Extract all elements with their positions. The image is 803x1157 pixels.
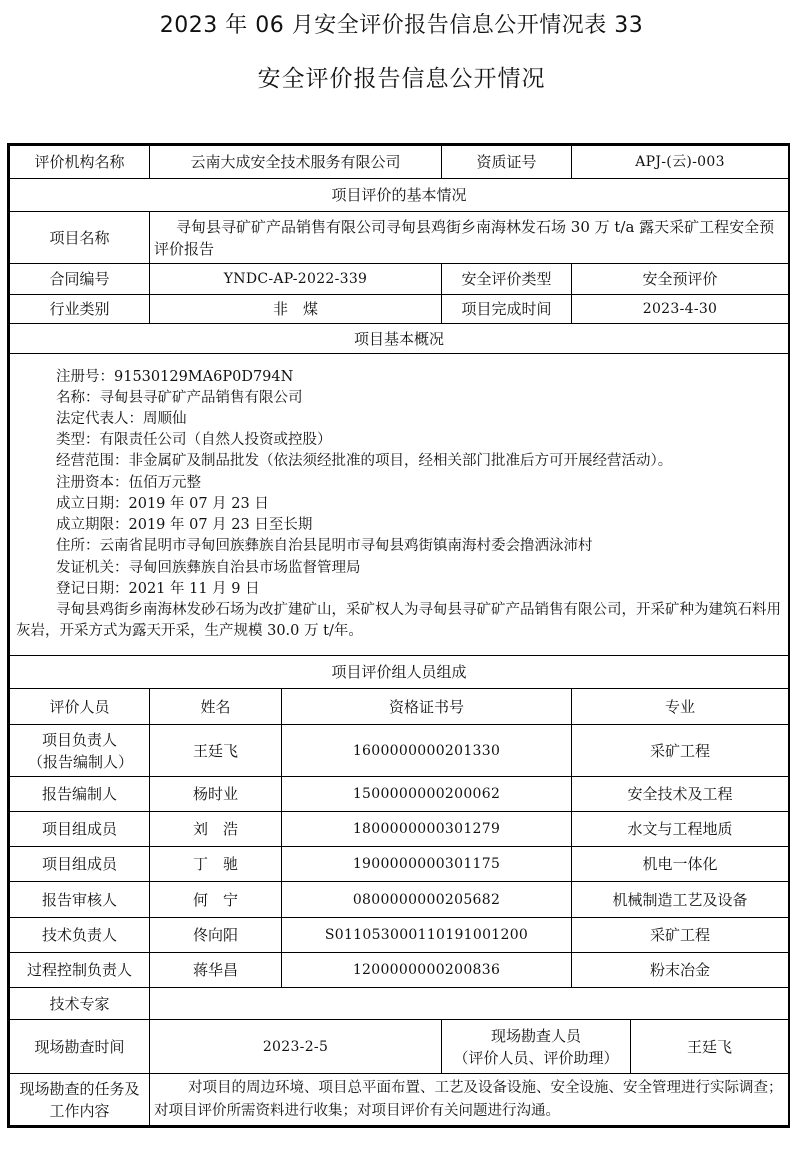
member-major: 水文与工程地质 — [572, 812, 789, 847]
team-header-role: 评价人员 — [10, 689, 150, 725]
table-row — [10, 847, 789, 882]
survey-staff-label-line: 现场勘查人员 — [491, 1026, 582, 1045]
member-name: 刘 浩 — [150, 812, 282, 847]
overview-line: 法定代表人：周顺仙 — [56, 411, 187, 428]
overview-line: 成立日期：2019 年 07 月 23 日 — [56, 495, 269, 512]
table-row — [10, 918, 789, 953]
member-cert: 1900000000301175 — [282, 847, 572, 882]
overview-line: 注册资本：伍佰万元整 — [56, 474, 201, 491]
overview-line: 登记日期：2021 年 11 月 9 日 — [56, 580, 260, 597]
overview-line: 注册号：91530129MA6P0D794N — [56, 368, 294, 385]
member-role: 项目负责人（报告编制人） — [10, 725, 150, 777]
member-cert: 1500000000200062 — [282, 777, 572, 812]
survey-task-label: 现场勘查的任务及工作内容 — [10, 1074, 150, 1126]
member-name: 佟向阳 — [150, 918, 282, 953]
expert-label: 技术专家 — [10, 988, 150, 1020]
overview-line: 住所：云南省昆明市寻甸回族彝族自治县昆明市寻甸县鸡街镇南海村委会撸洒泳沛村 — [56, 538, 593, 555]
survey-staff-label-line: （评价人员、评价助理） — [453, 1048, 619, 1067]
cert-label: 资质证号 — [442, 146, 572, 179]
table-row — [10, 725, 789, 777]
expert-row — [10, 988, 789, 1020]
overview-line: 类型：有限责任公司（自然人投资或控股） — [56, 432, 332, 449]
member-role: 过程控制负责人 — [10, 953, 150, 988]
member-major: 采矿工程 — [572, 918, 789, 953]
document-title: 2023 年 06 月安全评价报告信息公开情况表 33 — [159, 13, 644, 38]
table-row — [10, 777, 789, 812]
survey-staff-value: 王廷飞 — [631, 1020, 789, 1074]
document-subtitle: 安全评价报告信息公开情况 — [257, 66, 546, 92]
project-name-value: 寻甸县寻矿矿产品销售有限公司寻甸县鸡街乡南海林发石场 30 万 t/a 露天采矿工程安全预评价报告 — [150, 212, 789, 264]
member-name: 蒋华昌 — [150, 953, 282, 988]
completion-label: 项目完成时间 — [442, 295, 572, 324]
member-cert: 1200000000200836 — [282, 953, 572, 988]
cert-value: APJ-(云)-003 — [572, 146, 789, 179]
overview-line: 名称：寻甸县寻矿矿产品销售有限公司 — [56, 389, 303, 406]
member-major: 安全技术及工程 — [572, 777, 789, 812]
member-name: 杨时业 — [150, 777, 282, 812]
project-name-label: 项目名称 — [10, 212, 150, 264]
overview-section-title: 项目基本概况 — [10, 324, 789, 354]
industry-value: 非 煤 — [150, 295, 442, 324]
project-name-row — [10, 212, 789, 264]
member-major: 机电一体化 — [572, 847, 789, 882]
eval-type-value: 安全预评价 — [572, 264, 789, 295]
member-name: 王廷飞 — [150, 725, 282, 777]
industry-label: 行业类别 — [10, 295, 150, 324]
table-row — [10, 812, 789, 847]
survey-time-value: 2023-2-5 — [150, 1020, 442, 1074]
survey-staff-label — [442, 1020, 631, 1074]
member-major: 机械制造工艺及设备 — [572, 882, 789, 918]
member-name: 丁 驰 — [150, 847, 282, 882]
overview-line: 成立期限：2019 年 07 月 23 日至长期 — [56, 517, 313, 534]
member-major: 粉末冶金 — [572, 953, 789, 988]
org-row — [10, 146, 789, 179]
member-role: 项目组成员 — [10, 812, 150, 847]
member-role: 报告编制人 — [10, 777, 150, 812]
completion-value: 2023-4-30 — [572, 295, 789, 324]
overview-line: 经营范围：非金属矿及制品批发（依法须经批准的项目，经相关部门批准后方可开展经营活动）。 — [56, 453, 673, 470]
basic-section-title: 项目评价的基本情况 — [10, 179, 789, 212]
member-cert: 1600000000201330 — [282, 725, 572, 777]
team-header-row — [10, 689, 789, 725]
contract-value: YNDC-AP-2022-339 — [150, 264, 442, 295]
team-section-title: 项目评价组人员组成 — [10, 656, 789, 689]
survey-task-row — [10, 1074, 789, 1126]
overview-line: 发证机关：寻甸回族彝族自治县市场监督管理局 — [56, 559, 361, 576]
team-header-cert: 资格证书号 — [282, 689, 572, 725]
member-role: 技术负责人 — [10, 918, 150, 953]
expert-value — [150, 988, 789, 1020]
member-cert: S011053000110191001200 — [282, 918, 572, 953]
member-role: 项目组成员 — [10, 847, 150, 882]
industry-row — [10, 295, 789, 324]
contract-row — [10, 264, 789, 295]
eval-type-label: 安全评价类型 — [442, 264, 572, 295]
member-cert: 1800000000301279 — [282, 812, 572, 847]
member-name: 何 宁 — [150, 882, 282, 918]
member-cert: 0800000000205682 — [282, 882, 572, 918]
overview-paragraph: 寻甸县鸡街乡南海林发砂石场为改扩建矿山，采矿权人为寻甸县寻矿矿产品销售有限公司，开采矿种为建筑石料用灰岩，开采方式为露天开采，生产规模 30.0 万 t/年。 — [16, 601, 781, 640]
member-role: 报告审核人 — [10, 882, 150, 918]
survey-time-label: 现场勘查时间 — [10, 1020, 150, 1074]
survey-task-value: 对项目的周边环境、项目总平面布置、工艺及设备设施、安全设施、安全管理进行实际调查；对项目评价所需资料进行收集；对项目评价有关问题进行沟通。 — [150, 1074, 789, 1126]
org-name-value: 云南大成安全技术服务有限公司 — [150, 146, 442, 179]
team-header-name: 姓名 — [150, 689, 282, 725]
table-row — [10, 882, 789, 918]
survey-row — [10, 1020, 789, 1074]
member-major: 采矿工程 — [572, 725, 789, 777]
contract-label: 合同编号 — [10, 264, 150, 295]
disclosure-table — [7, 143, 790, 1128]
org-name-label: 评价机构名称 — [10, 146, 150, 179]
table-row — [10, 953, 789, 988]
overview-content — [10, 354, 789, 656]
team-header-major: 专业 — [572, 689, 789, 725]
